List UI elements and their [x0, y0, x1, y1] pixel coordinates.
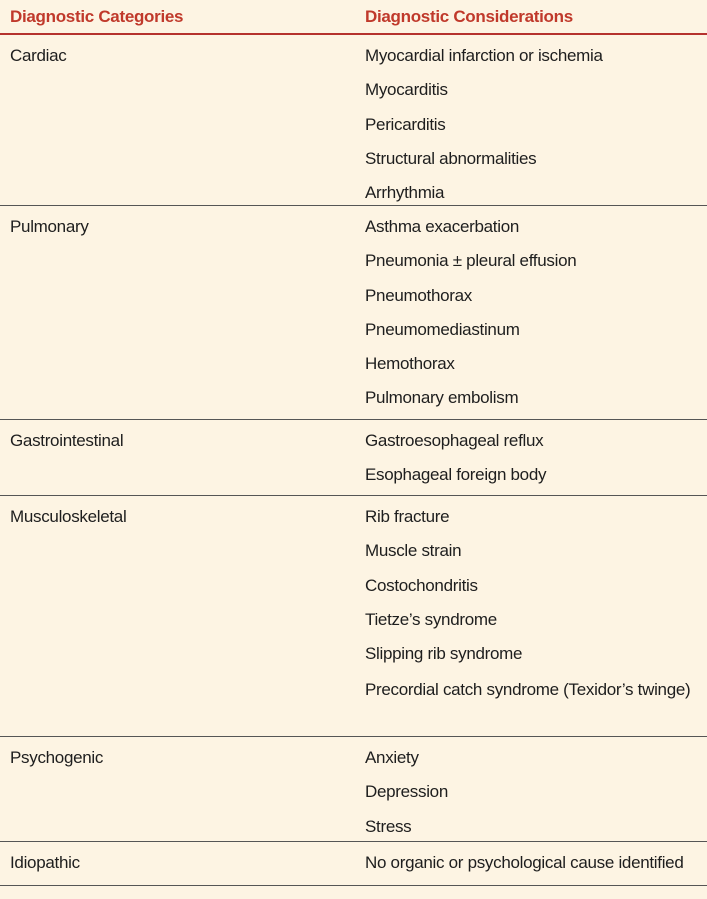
list-item: Tietze’s syndrome [365, 609, 497, 629]
category-cell: Cardiac [10, 46, 67, 65]
list-item: Asthma exacerbation [365, 217, 519, 236]
category-cell: Pulmonary [10, 217, 89, 236]
list-item: No organic or psychological cause identified [365, 853, 684, 872]
table-row [0, 35, 707, 206]
table-header [0, 0, 707, 35]
table-row [0, 496, 707, 737]
considerations-cell [353, 737, 707, 841]
table-row [0, 737, 707, 842]
table-row [0, 206, 707, 420]
considerations-cell [353, 206, 707, 419]
considerations-cell [353, 842, 707, 885]
list-item: Pneumonia ± pleural effusion [365, 251, 577, 271]
list-item: Pneumothorax [365, 285, 472, 305]
list-item: Costochondritis [365, 575, 478, 595]
list-item: Arrhythmia [365, 183, 445, 203]
list-item: Slipping rib syndrome [365, 644, 523, 664]
list-item: Myocardial infarction or ischemia [365, 46, 603, 65]
list-item: Structural abnormalities [365, 148, 537, 168]
list-item: Myocarditis [365, 80, 448, 100]
category-cell: Musculoskeletal [10, 507, 127, 526]
list-item: Anxiety [365, 748, 419, 767]
header-diagnostic-considerations: Diagnostic Considerations [365, 6, 573, 26]
category-cell: Psychogenic [10, 748, 104, 767]
list-item: Hemothorax [365, 354, 455, 374]
list-item: Muscle strain [365, 541, 462, 561]
table-row [0, 842, 707, 886]
list-item: Gastroesophageal reflux [365, 431, 544, 450]
considerations-cell [353, 420, 707, 495]
list-item: Pneumomediastinum [365, 319, 520, 339]
list-item: Depression [365, 782, 448, 802]
considerations-cell [353, 35, 707, 205]
table-row [0, 420, 707, 496]
header-diagnostic-categories: Diagnostic Categories [10, 6, 184, 26]
list-item: Stress [365, 816, 412, 836]
list-item: Pulmonary embolism [365, 388, 519, 408]
list-item: Precordial catch syndrome (Texidor’s twinge) [365, 680, 691, 700]
considerations-cell [353, 496, 707, 736]
list-item: Pericarditis [365, 114, 446, 134]
list-item: Rib fracture [365, 507, 450, 526]
list-item: Esophageal foreign body [365, 465, 547, 485]
category-cell: Idiopathic [10, 853, 80, 872]
category-cell: Gastrointestinal [10, 431, 124, 450]
